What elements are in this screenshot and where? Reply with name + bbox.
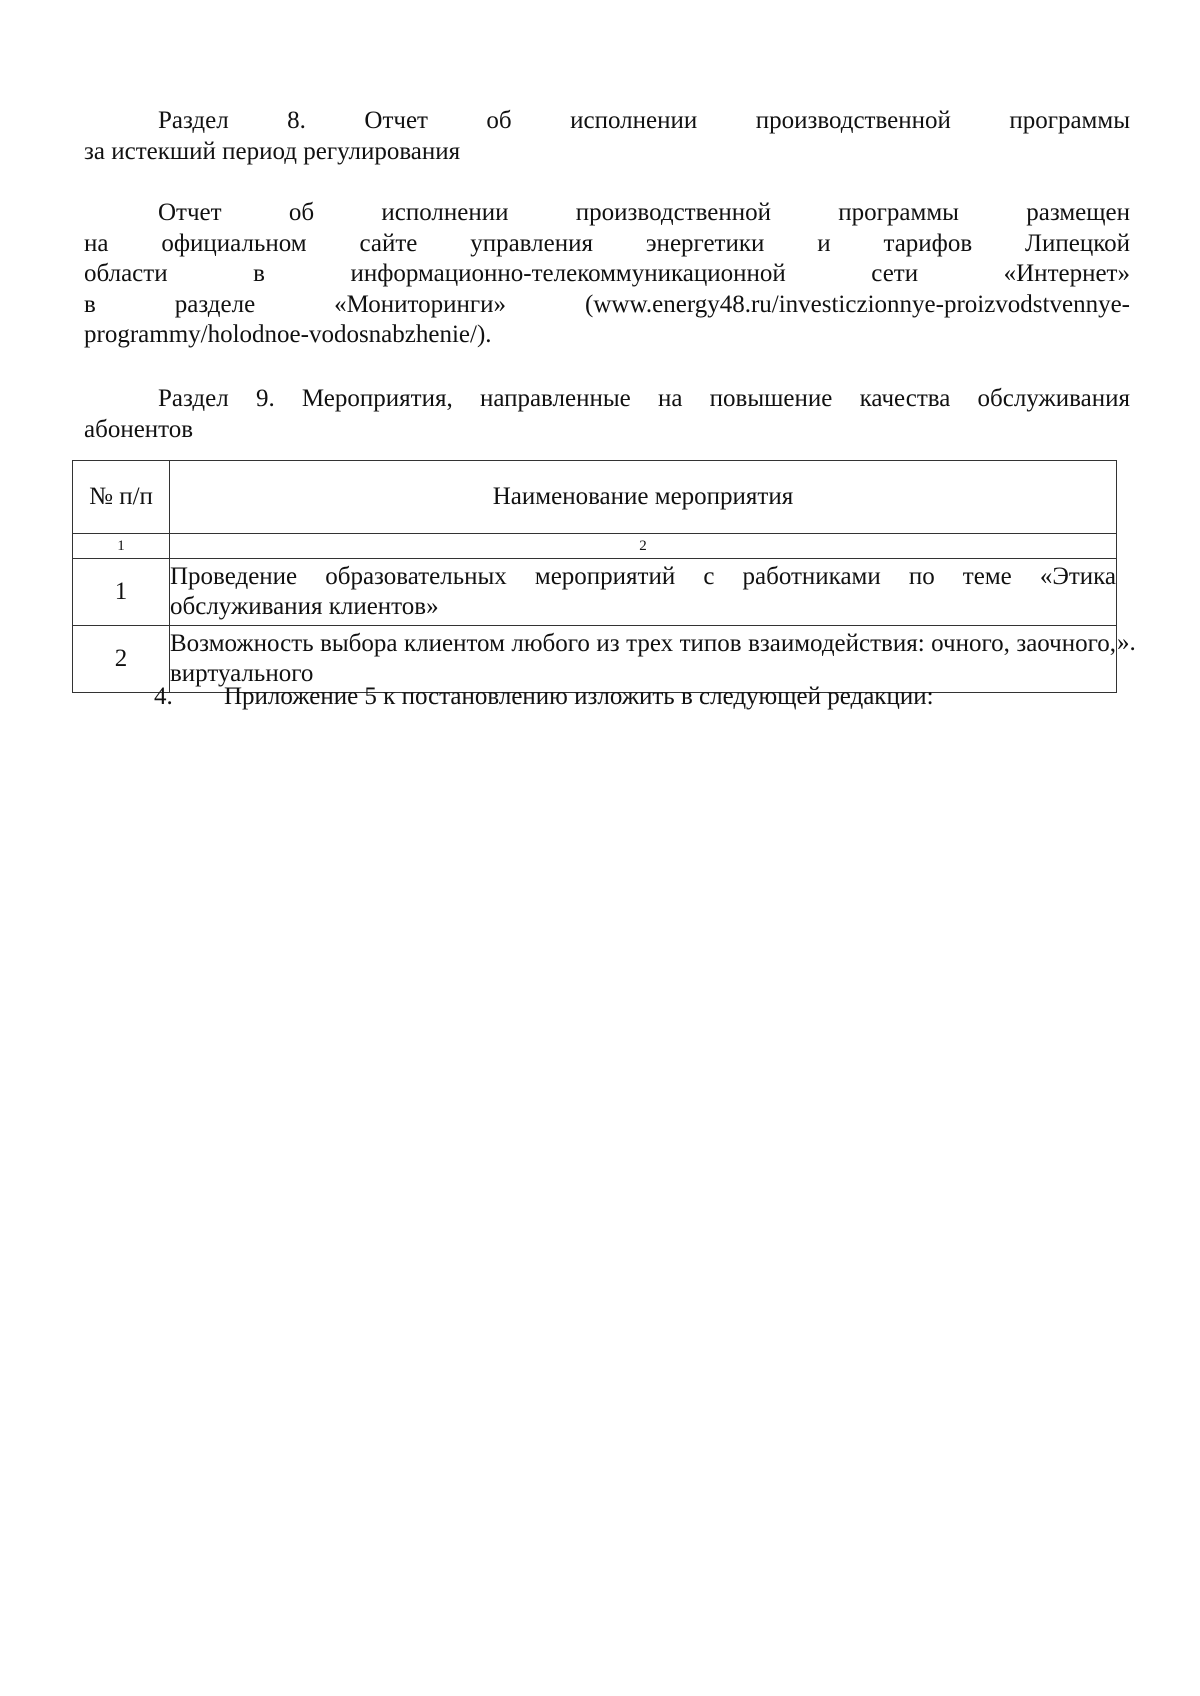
row-number-cell: 2	[73, 626, 170, 693]
item-4-number: 4.	[154, 683, 173, 710]
report-line-3: области в информационно-телекоммуникационной сети «Интернет»	[84, 260, 1130, 287]
report-paragraph	[84, 198, 1130, 351]
table-row	[73, 559, 1117, 626]
section-9-heading	[84, 384, 1130, 445]
index-cell-2: 2	[170, 534, 1117, 559]
row-name-cell: Проведение образовательных мероприятий с работниками по теме «Этика обслуживания клиентов»	[170, 559, 1117, 626]
closing-quote: ».	[1117, 629, 1136, 656]
table-index-row	[73, 534, 1117, 559]
item-4-text: Приложение 5 к постановлению изложить в следующей редакции:	[224, 683, 934, 710]
section-8-heading	[84, 106, 1130, 167]
item-4-paragraph	[84, 682, 1130, 712]
header-name-cell: Наименование мероприятия	[170, 461, 1117, 534]
table-header-row	[73, 461, 1117, 534]
report-line-2: на официальном сайте управления энергетики и тарифов Липецкой	[84, 229, 1130, 257]
report-line-4: в разделе «Мониторинги» (www.energy48.ru/investiczionnye-proizvodstvennye-	[84, 290, 1130, 318]
report-line-1: Отчет об исполнении производственной программы размещен	[158, 199, 1130, 226]
section-8-line-1: Раздел 8. Отчет об исполнении производственной программы	[158, 107, 1130, 134]
row-number-cell: 1	[73, 559, 170, 626]
report-line-5: programmy/holodnoe-vodosnabzhenie/).	[84, 321, 492, 348]
section-9-line-2: абонентов	[84, 415, 194, 443]
measures-table	[72, 460, 1117, 693]
index-cell-1: 1	[73, 534, 170, 559]
section-8-line-2: за истекший период регулирования	[84, 137, 461, 165]
row-name-cell: Возможность выбора клиентом любого из трех типов взаимодействия: очного, заочного, виртуального	[170, 626, 1117, 693]
header-number-cell: № п/п	[73, 461, 170, 534]
section-9-line-1: Раздел 9. Мероприятия, направленные на повышение качества обслуживания	[158, 385, 1130, 412]
